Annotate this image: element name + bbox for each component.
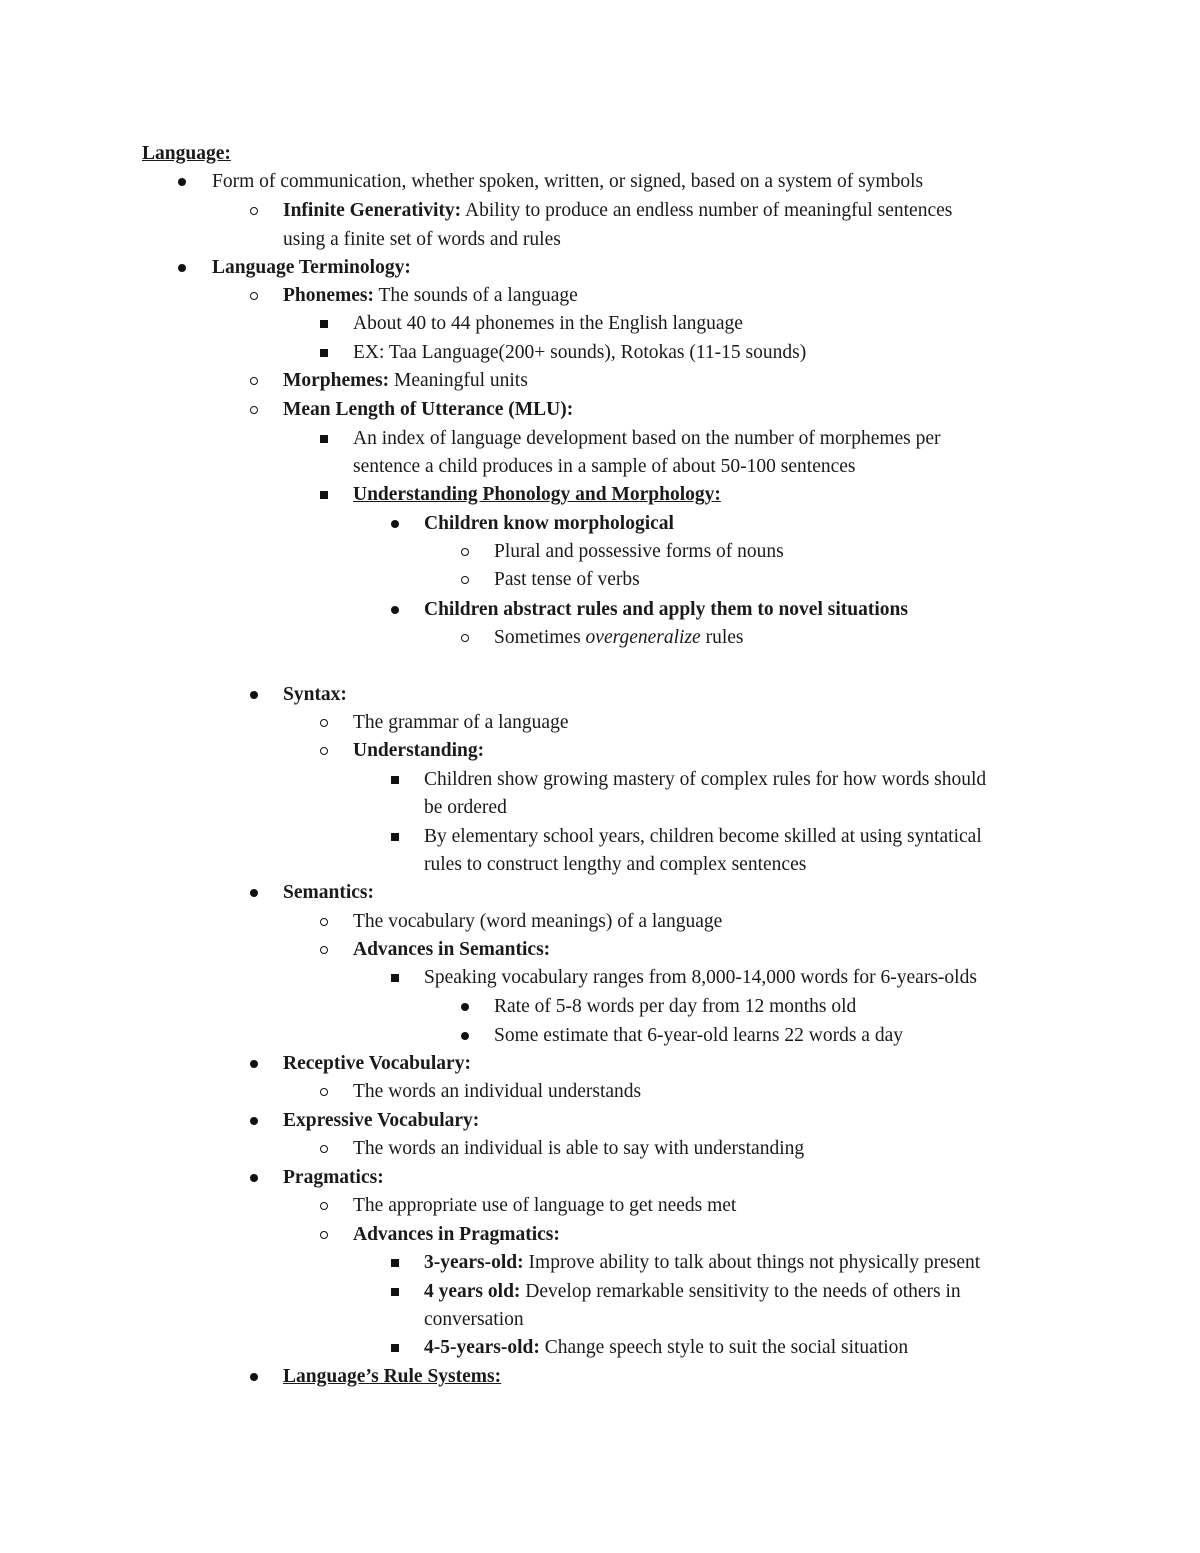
list-item: Children know morphological [424, 513, 674, 534]
list-item-continuation: conversation [424, 1309, 524, 1330]
list-item: Understanding Phonology and Morphology: [353, 484, 721, 505]
bullet-ring-icon [314, 1078, 334, 1106]
list-item: The words an individual is able to say with understanding [353, 1138, 805, 1159]
list-item: Expressive Vocabulary: [283, 1110, 480, 1131]
list-item: The vocabulary (word meanings) of a language [353, 911, 723, 932]
list-item: An index of language development based on the number of morphemes per [353, 428, 941, 449]
list-item: Language’s Rule Systems: [283, 1366, 502, 1387]
list-item: Advances in Pragmatics: [353, 1224, 560, 1245]
bullet-ring-icon [244, 197, 264, 225]
list-item: The words an individual understands [353, 1081, 642, 1102]
bullet-dot-icon [172, 254, 192, 282]
bullet-square-icon [385, 964, 405, 992]
bullet-square-icon [314, 339, 334, 367]
list-item: 4 years old: Develop remarkable sensitivity to the needs of others in [424, 1281, 961, 1302]
bullet-ring-icon [314, 1192, 334, 1220]
bullet-ring-icon [455, 538, 475, 566]
list-item: Form of communication, whether spoken, written, or signed, based on a system of symbols [212, 171, 924, 192]
bullet-square-icon [314, 481, 334, 509]
page-heading: Language: [142, 143, 231, 164]
bullet-ring-icon [455, 624, 475, 652]
list-item: Speaking vocabulary ranges from 8,000-14,000 words for 6-years-olds [424, 967, 977, 988]
list-item: Past tense of verbs [494, 569, 640, 590]
bullet-dot-icon [244, 1164, 264, 1192]
bullet-ring-icon [314, 709, 334, 737]
list-item: Mean Length of Utterance (MLU): [283, 399, 574, 420]
list-item-continuation: sentence a child produces in a sample of about 50-100 sentences [353, 456, 856, 477]
bullet-ring-icon [244, 367, 264, 395]
bullet-ring-icon [314, 1221, 334, 1249]
bullet-ring-icon [314, 908, 334, 936]
bullet-dot-icon [244, 879, 264, 907]
bullet-dot-icon [172, 168, 192, 196]
list-item-continuation: using a finite set of words and rules [283, 229, 561, 250]
bullet-ring-icon [314, 936, 334, 964]
bullet-square-icon [385, 823, 405, 851]
list-item: EX: Taa Language(200+ sounds), Rotokas (11-15 sounds) [353, 342, 807, 363]
bullet-square-icon [385, 1334, 405, 1362]
bullet-dot-icon [455, 1022, 475, 1050]
list-item: Morphemes: Meaningful units [283, 370, 528, 391]
list-item: Children abstract rules and apply them to novel situations [424, 599, 908, 620]
bullet-ring-icon [314, 1135, 334, 1163]
list-item: Rate of 5-8 words per day from 12 months old [494, 996, 857, 1017]
bullet-dot-icon [385, 510, 405, 538]
list-item: By elementary school years, children become skilled at using syntatical [424, 826, 982, 847]
list-item: Infinite Generativity: Ability to produce an endless number of meaningful sentences [283, 200, 953, 221]
list-item: Understanding: [353, 740, 485, 761]
bullet-ring-icon [244, 282, 264, 310]
list-item: 4-5-years-old: Change speech style to suit the social situation [424, 1337, 909, 1358]
bullet-dot-icon [385, 596, 405, 624]
list-item: Syntax: [283, 684, 347, 705]
bullet-dot-icon [244, 1363, 264, 1391]
list-item: Sometimes overgeneralize rules [494, 627, 744, 648]
list-item: Language Terminology: [212, 257, 411, 278]
list-item: Semantics: [283, 882, 374, 903]
list-item: Pragmatics: [283, 1167, 384, 1188]
list-item: Receptive Vocabulary: [283, 1053, 471, 1074]
bullet-ring-icon [244, 396, 264, 424]
list-item-continuation: rules to construct lengthy and complex sentences [424, 854, 807, 875]
list-item: Phonemes: The sounds of a language [283, 285, 578, 306]
list-item: The appropriate use of language to get needs met [353, 1195, 737, 1216]
list-item: Advances in Semantics: [353, 939, 551, 960]
list-item: Plural and possessive forms of nouns [494, 541, 784, 562]
bullet-dot-icon [244, 1050, 264, 1078]
bullet-ring-icon [455, 566, 475, 594]
bullet-dot-icon [244, 681, 264, 709]
list-item-continuation: be ordered [424, 797, 507, 818]
list-item: Children show growing mastery of complex rules for how words should [424, 769, 987, 790]
bullet-square-icon [385, 1249, 405, 1277]
bullet-dot-icon [244, 1107, 264, 1135]
bullet-square-icon [385, 766, 405, 794]
list-item: 3-years-old: Improve ability to talk about things not physically present [424, 1252, 981, 1273]
bullet-square-icon [314, 425, 334, 453]
bullet-square-icon [314, 310, 334, 338]
bullet-dot-icon [455, 993, 475, 1021]
bullet-ring-icon [314, 737, 334, 765]
bullet-square-icon [385, 1278, 405, 1306]
list-item: Some estimate that 6-year-old learns 22 words a day [494, 1025, 903, 1046]
list-item: The grammar of a language [353, 712, 569, 733]
list-item: About 40 to 44 phonemes in the English language [353, 313, 743, 334]
